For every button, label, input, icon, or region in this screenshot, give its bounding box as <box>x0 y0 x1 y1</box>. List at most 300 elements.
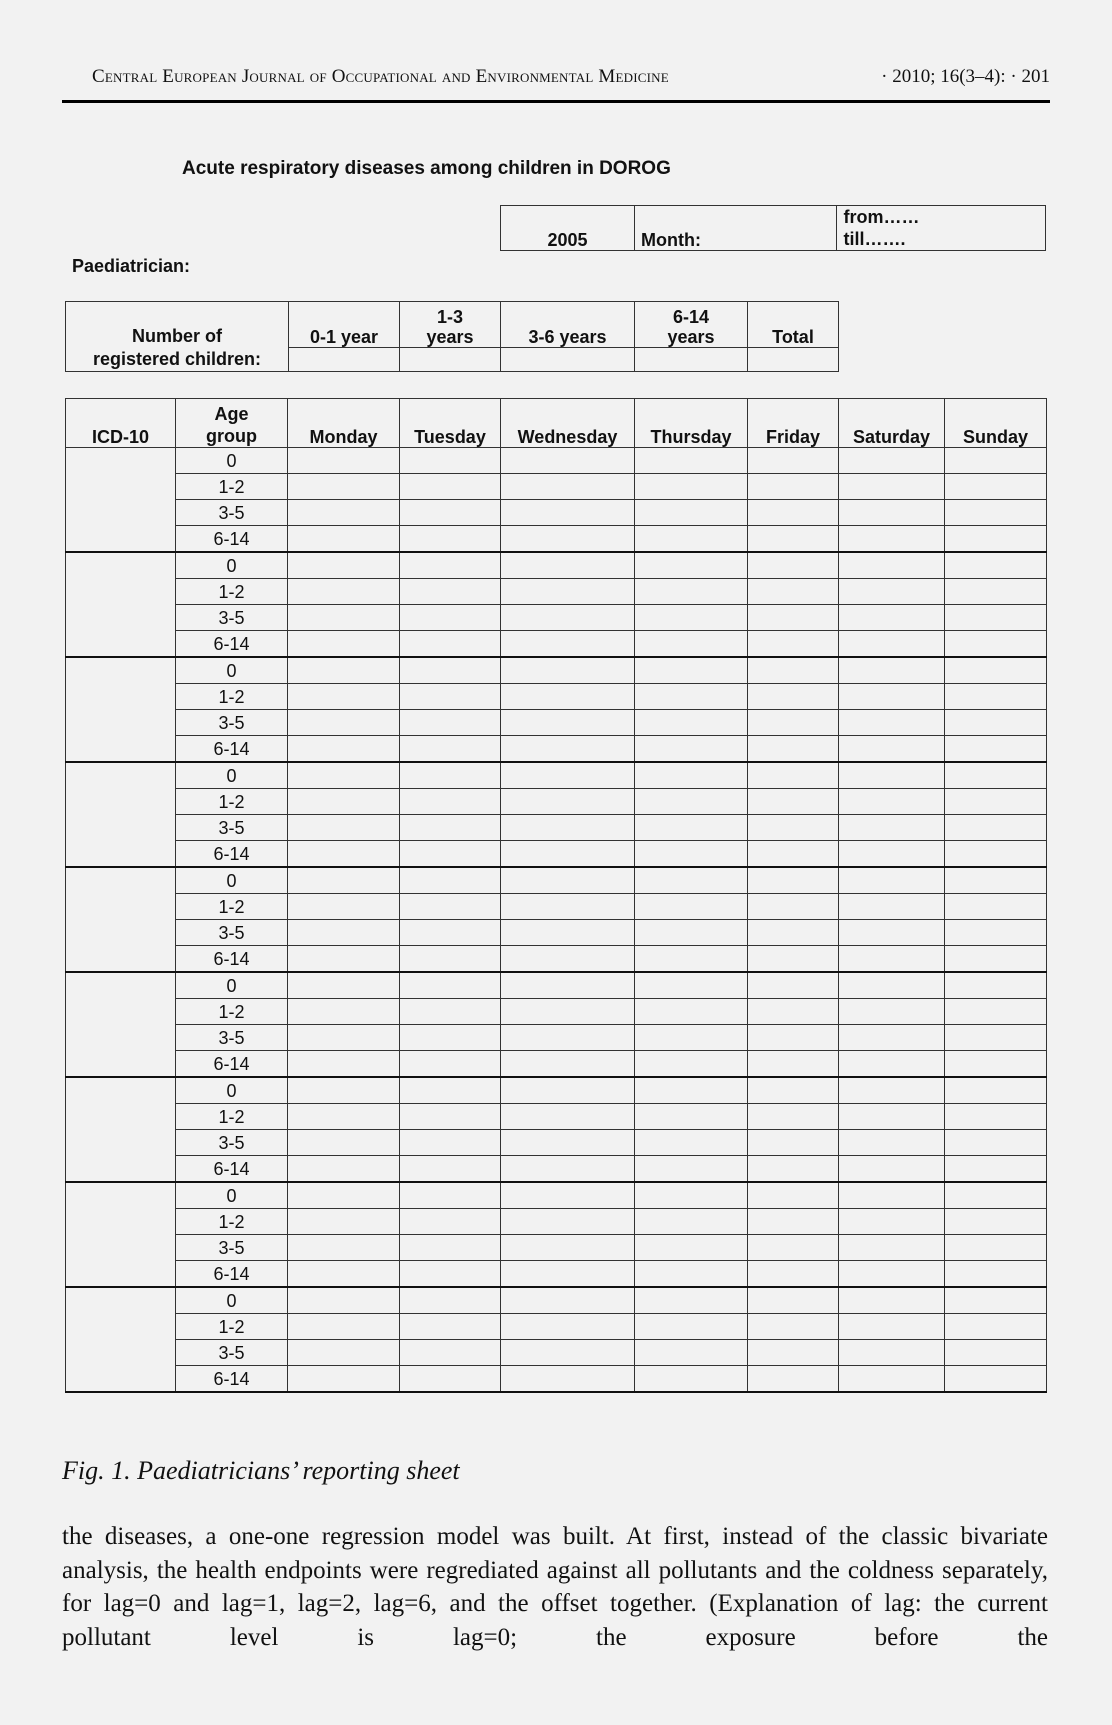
count-cell[interactable] <box>501 1025 635 1051</box>
form-title: Acute respiratory diseases among children in DOROG <box>182 158 671 179</box>
count-cell[interactable] <box>400 789 501 815</box>
count-cell[interactable] <box>288 684 400 710</box>
count-cell[interactable] <box>288 552 400 579</box>
count-cell[interactable] <box>288 789 400 815</box>
count-cell[interactable] <box>501 657 635 684</box>
count-cell[interactable] <box>501 1156 635 1183</box>
count-cell[interactable] <box>635 894 748 920</box>
count-cell[interactable] <box>635 1209 748 1235</box>
count-cell[interactable] <box>945 710 1047 736</box>
icd-code-cell[interactable] <box>66 1287 176 1392</box>
count-cell[interactable] <box>400 710 501 736</box>
count-cell[interactable] <box>748 1182 839 1209</box>
count-cell[interactable] <box>839 1314 945 1340</box>
age-group-cell: 3-5 <box>176 1340 288 1366</box>
count-cell[interactable] <box>748 631 839 658</box>
count-cell[interactable] <box>945 1130 1047 1156</box>
count-cell[interactable] <box>945 1182 1047 1209</box>
count-cell[interactable] <box>635 526 748 553</box>
count-cell[interactable] <box>635 815 748 841</box>
table-row <box>66 1261 1047 1288</box>
table-row <box>66 815 1047 841</box>
count-cell[interactable] <box>945 789 1047 815</box>
figure-caption: Fig. 1. Paediatricians’ reporting sheet <box>62 1456 460 1485</box>
count-cell[interactable] <box>748 526 839 553</box>
count-cell[interactable] <box>945 1366 1047 1393</box>
count-cell[interactable] <box>748 736 839 763</box>
count-cell[interactable] <box>945 1104 1047 1130</box>
registered-label-line1: Number of <box>132 326 222 346</box>
count-cell[interactable] <box>501 1235 635 1261</box>
count-cell[interactable] <box>945 894 1047 920</box>
age-group-cell: 1-2 <box>176 789 288 815</box>
count-cell[interactable] <box>839 920 945 946</box>
count-cell[interactable] <box>839 1025 945 1051</box>
count-cell[interactable] <box>400 631 501 658</box>
count-cell[interactable] <box>501 448 635 474</box>
count-cell[interactable] <box>748 972 839 999</box>
count-cell[interactable] <box>635 710 748 736</box>
count-cell[interactable] <box>839 946 945 973</box>
count-cell[interactable] <box>400 1025 501 1051</box>
count-cell[interactable] <box>839 1104 945 1130</box>
age-group-cell: 3-5 <box>176 920 288 946</box>
count-cell[interactable] <box>839 841 945 868</box>
count-cell[interactable] <box>635 1340 748 1366</box>
count-cell[interactable] <box>748 920 839 946</box>
count-cell[interactable] <box>400 946 501 973</box>
count-cell[interactable] <box>288 736 400 763</box>
count-cell[interactable] <box>501 841 635 868</box>
count-cell[interactable] <box>945 1156 1047 1183</box>
count-cell[interactable] <box>945 972 1047 999</box>
count-cell[interactable] <box>635 631 748 658</box>
count-cell[interactable] <box>288 999 400 1025</box>
count-cell[interactable] <box>945 1287 1047 1314</box>
till-label: till……. <box>843 229 906 249</box>
count-cell[interactable] <box>400 1261 501 1288</box>
count-cell[interactable] <box>501 710 635 736</box>
count-cell[interactable] <box>945 999 1047 1025</box>
count-cell[interactable] <box>501 867 635 894</box>
count-cell[interactable] <box>501 552 635 579</box>
input-cell[interactable] <box>501 348 635 372</box>
count-cell[interactable] <box>839 1287 945 1314</box>
running-header <box>62 66 1050 103</box>
table-row <box>66 1209 1047 1235</box>
count-cell[interactable] <box>839 867 945 894</box>
period-table <box>500 205 1046 251</box>
count-cell[interactable] <box>288 894 400 920</box>
count-cell[interactable] <box>635 972 748 999</box>
count-cell[interactable] <box>945 1077 1047 1104</box>
count-cell[interactable] <box>288 1314 400 1340</box>
count-cell[interactable] <box>945 448 1047 474</box>
body-paragraph: the diseases, a one-one regression model was built. At first, instead of the classic bivariate analysis, the health endpoints were regrediated against all pollutants and the coldness separately, for lag=0 and lag=1, lag=2, lag=6, and the offset together. (Explanation of lag: the current pollutant level is lag=0; the exposure before the <box>62 1523 1048 1651</box>
age-group-cell: 1-2 <box>176 894 288 920</box>
count-cell[interactable] <box>288 920 400 946</box>
count-cell[interactable] <box>288 710 400 736</box>
count-cell[interactable] <box>288 1156 400 1183</box>
count-cell[interactable] <box>501 1287 635 1314</box>
count-cell[interactable] <box>400 1366 501 1393</box>
count-cell[interactable] <box>945 684 1047 710</box>
count-cell[interactable] <box>288 841 400 868</box>
count-cell[interactable] <box>635 1182 748 1209</box>
count-cell[interactable] <box>501 920 635 946</box>
count-cell[interactable] <box>501 526 635 553</box>
count-cell[interactable] <box>288 972 400 999</box>
count-cell[interactable] <box>400 841 501 868</box>
count-cell[interactable] <box>748 474 839 500</box>
count-cell[interactable] <box>945 1261 1047 1288</box>
count-cell[interactable] <box>748 1366 839 1393</box>
count-cell[interactable] <box>288 1104 400 1130</box>
count-cell[interactable] <box>635 1104 748 1130</box>
count-cell[interactable] <box>288 946 400 973</box>
input-cell[interactable] <box>400 348 501 372</box>
count-cell[interactable] <box>501 789 635 815</box>
count-cell[interactable] <box>945 920 1047 946</box>
count-cell[interactable] <box>635 500 748 526</box>
count-cell[interactable] <box>400 605 501 631</box>
count-cell[interactable] <box>945 605 1047 631</box>
count-cell[interactable] <box>400 500 501 526</box>
count-cell[interactable] <box>288 1025 400 1051</box>
count-cell[interactable] <box>945 1051 1047 1078</box>
count-cell[interactable] <box>635 474 748 500</box>
count-cell[interactable] <box>400 1314 501 1340</box>
count-cell[interactable] <box>288 1051 400 1078</box>
count-cell[interactable] <box>945 867 1047 894</box>
count-cell[interactable] <box>501 631 635 658</box>
icd-code-cell[interactable] <box>66 552 176 657</box>
count-cell[interactable] <box>400 736 501 763</box>
count-cell[interactable] <box>945 1314 1047 1340</box>
count-cell[interactable] <box>839 736 945 763</box>
count-cell[interactable] <box>635 999 748 1025</box>
input-cell[interactable] <box>748 348 839 372</box>
icd-code-cell[interactable] <box>66 762 176 867</box>
count-cell[interactable] <box>400 867 501 894</box>
table-row <box>66 710 1047 736</box>
count-cell[interactable] <box>288 474 400 500</box>
count-cell[interactable] <box>501 684 635 710</box>
count-cell[interactable] <box>748 1287 839 1314</box>
table-row <box>66 1235 1047 1261</box>
count-cell[interactable] <box>748 1025 839 1051</box>
icd-code-cell[interactable] <box>66 867 176 972</box>
count-cell[interactable] <box>748 684 839 710</box>
count-cell[interactable] <box>839 1209 945 1235</box>
count-cell[interactable] <box>288 1130 400 1156</box>
count-cell[interactable] <box>635 867 748 894</box>
col-0-1-year: 0-1 year <box>289 302 400 348</box>
count-cell[interactable] <box>400 999 501 1025</box>
count-cell[interactable] <box>501 946 635 973</box>
age-group-cell: 6-14 <box>176 946 288 973</box>
count-cell[interactable] <box>400 894 501 920</box>
count-cell[interactable] <box>839 815 945 841</box>
input-cell[interactable] <box>289 348 400 372</box>
count-cell[interactable] <box>400 1051 501 1078</box>
table-row <box>66 1025 1047 1051</box>
count-cell[interactable] <box>400 762 501 789</box>
day-header-saturday: Saturday <box>839 399 945 448</box>
icd-code-cell[interactable] <box>66 1077 176 1182</box>
count-cell[interactable] <box>748 1077 839 1104</box>
count-cell[interactable] <box>635 1261 748 1288</box>
count-cell[interactable] <box>635 1235 748 1261</box>
count-cell[interactable] <box>635 684 748 710</box>
count-cell[interactable] <box>501 1104 635 1130</box>
count-cell[interactable] <box>748 657 839 684</box>
count-cell[interactable] <box>839 526 945 553</box>
count-cell[interactable] <box>945 657 1047 684</box>
day-header-thursday: Thursday <box>635 399 748 448</box>
count-cell[interactable] <box>748 500 839 526</box>
count-cell[interactable] <box>501 736 635 763</box>
count-cell[interactable] <box>839 657 945 684</box>
count-cell[interactable] <box>400 657 501 684</box>
count-cell[interactable] <box>839 500 945 526</box>
table-row <box>66 867 1047 894</box>
count-cell[interactable] <box>400 1340 501 1366</box>
count-cell[interactable] <box>748 1314 839 1340</box>
icd-code-cell[interactable] <box>66 448 176 553</box>
count-cell[interactable] <box>635 605 748 631</box>
count-cell[interactable] <box>400 579 501 605</box>
count-cell[interactable] <box>839 1130 945 1156</box>
count-cell[interactable] <box>945 1235 1047 1261</box>
count-cell[interactable] <box>400 1156 501 1183</box>
count-cell[interactable] <box>288 1209 400 1235</box>
count-cell[interactable] <box>748 605 839 631</box>
count-cell[interactable] <box>501 1077 635 1104</box>
table-row <box>66 1287 1047 1314</box>
count-cell[interactable] <box>748 815 839 841</box>
count-cell[interactable] <box>748 789 839 815</box>
count-cell[interactable] <box>501 815 635 841</box>
count-cell[interactable] <box>748 1156 839 1183</box>
count-cell[interactable] <box>288 579 400 605</box>
icd-header: ICD-10 <box>66 399 176 448</box>
count-cell[interactable] <box>748 552 839 579</box>
count-cell[interactable] <box>748 1104 839 1130</box>
count-cell[interactable] <box>288 657 400 684</box>
count-cell[interactable] <box>748 1235 839 1261</box>
input-cell[interactable] <box>635 348 748 372</box>
count-cell[interactable] <box>839 710 945 736</box>
count-cell[interactable] <box>635 841 748 868</box>
count-cell[interactable] <box>501 474 635 500</box>
count-cell[interactable] <box>288 815 400 841</box>
count-cell[interactable] <box>748 946 839 973</box>
count-cell[interactable] <box>501 1209 635 1235</box>
count-cell[interactable] <box>288 605 400 631</box>
count-cell[interactable] <box>635 1051 748 1078</box>
count-cell[interactable] <box>748 762 839 789</box>
count-cell[interactable] <box>501 605 635 631</box>
count-cell[interactable] <box>839 1235 945 1261</box>
count-cell[interactable] <box>501 972 635 999</box>
count-cell[interactable] <box>748 579 839 605</box>
count-cell[interactable] <box>945 1025 1047 1051</box>
count-cell[interactable] <box>748 448 839 474</box>
count-cell[interactable] <box>945 762 1047 789</box>
registered-children-label <box>66 302 289 372</box>
count-cell[interactable] <box>400 972 501 999</box>
count-cell[interactable] <box>839 684 945 710</box>
count-cell[interactable] <box>501 762 635 789</box>
table-row <box>66 762 1047 789</box>
count-cell[interactable] <box>635 1025 748 1051</box>
count-cell[interactable] <box>288 1261 400 1288</box>
count-cell[interactable] <box>288 1340 400 1366</box>
count-cell[interactable] <box>288 500 400 526</box>
count-cell[interactable] <box>501 1314 635 1340</box>
table-row <box>66 579 1047 605</box>
count-cell[interactable] <box>748 1209 839 1235</box>
count-cell[interactable] <box>400 526 501 553</box>
icd-code-cell[interactable] <box>66 972 176 1077</box>
count-cell[interactable] <box>945 631 1047 658</box>
count-cell[interactable] <box>400 1209 501 1235</box>
count-cell[interactable] <box>501 579 635 605</box>
count-cell[interactable] <box>748 1130 839 1156</box>
count-cell[interactable] <box>501 1340 635 1366</box>
count-cell[interactable] <box>839 1340 945 1366</box>
count-cell[interactable] <box>501 999 635 1025</box>
count-cell[interactable] <box>945 579 1047 605</box>
count-cell[interactable] <box>400 1235 501 1261</box>
count-cell[interactable] <box>839 1077 945 1104</box>
count-cell[interactable] <box>635 448 748 474</box>
count-cell[interactable] <box>400 920 501 946</box>
count-cell[interactable] <box>839 631 945 658</box>
count-cell[interactable] <box>635 920 748 946</box>
journal-name: Central European Journal of Occupational and Environmental Medicine <box>92 66 669 87</box>
count-cell[interactable] <box>501 500 635 526</box>
count-cell[interactable] <box>635 1077 748 1104</box>
count-cell[interactable] <box>945 526 1047 553</box>
count-cell[interactable] <box>945 552 1047 579</box>
count-cell[interactable] <box>400 815 501 841</box>
count-cell[interactable] <box>635 579 748 605</box>
count-cell[interactable] <box>288 1287 400 1314</box>
count-cell[interactable] <box>748 1340 839 1366</box>
table-row <box>66 1182 1047 1209</box>
count-cell[interactable] <box>839 474 945 500</box>
count-cell[interactable] <box>400 448 501 474</box>
count-cell[interactable] <box>748 867 839 894</box>
count-cell[interactable] <box>288 1077 400 1104</box>
count-cell[interactable] <box>748 710 839 736</box>
age-group-cell: 0 <box>176 1077 288 1104</box>
count-cell[interactable] <box>839 762 945 789</box>
age-group-cell: 1-2 <box>176 684 288 710</box>
count-cell[interactable] <box>635 552 748 579</box>
count-cell[interactable] <box>635 657 748 684</box>
count-cell[interactable] <box>748 1261 839 1288</box>
count-cell[interactable] <box>945 841 1047 868</box>
count-cell[interactable] <box>501 894 635 920</box>
count-cell[interactable] <box>400 1182 501 1209</box>
count-cell[interactable] <box>839 789 945 815</box>
count-cell[interactable] <box>839 1182 945 1209</box>
count-cell[interactable] <box>288 1235 400 1261</box>
count-cell[interactable] <box>839 448 945 474</box>
count-cell[interactable] <box>839 999 945 1025</box>
count-cell[interactable] <box>635 1130 748 1156</box>
count-cell[interactable] <box>635 1156 748 1183</box>
count-cell[interactable] <box>400 684 501 710</box>
count-cell[interactable] <box>288 526 400 553</box>
count-cell[interactable] <box>635 946 748 973</box>
count-cell[interactable] <box>945 1340 1047 1366</box>
count-cell[interactable] <box>839 1366 945 1393</box>
count-cell[interactable] <box>635 789 748 815</box>
count-cell[interactable] <box>635 736 748 763</box>
count-cell[interactable] <box>945 1209 1047 1235</box>
count-cell[interactable] <box>635 1287 748 1314</box>
count-cell[interactable] <box>839 552 945 579</box>
count-cell[interactable] <box>839 1051 945 1078</box>
count-cell[interactable] <box>945 474 1047 500</box>
day-header-sunday: Sunday <box>945 399 1047 448</box>
count-cell[interactable] <box>839 894 945 920</box>
count-cell[interactable] <box>839 605 945 631</box>
table-row <box>66 526 1047 553</box>
count-cell[interactable] <box>839 579 945 605</box>
count-cell[interactable] <box>400 474 501 500</box>
count-cell[interactable] <box>288 1182 400 1209</box>
count-cell[interactable] <box>748 841 839 868</box>
count-cell[interactable] <box>839 972 945 999</box>
icd-code-cell[interactable] <box>66 1182 176 1287</box>
count-cell[interactable] <box>288 762 400 789</box>
count-cell[interactable] <box>400 1287 501 1314</box>
count-cell[interactable] <box>635 1366 748 1393</box>
count-cell[interactable] <box>288 1366 400 1393</box>
count-cell[interactable] <box>839 1156 945 1183</box>
count-cell[interactable] <box>501 1261 635 1288</box>
count-cell[interactable] <box>945 815 1047 841</box>
count-cell[interactable] <box>288 867 400 894</box>
count-cell[interactable] <box>501 1130 635 1156</box>
count-cell[interactable] <box>288 631 400 658</box>
count-cell[interactable] <box>945 736 1047 763</box>
count-cell[interactable] <box>288 448 400 474</box>
count-cell[interactable] <box>400 1130 501 1156</box>
count-cell[interactable] <box>748 1051 839 1078</box>
age-group-cell: 3-5 <box>176 1025 288 1051</box>
count-cell[interactable] <box>748 999 839 1025</box>
count-cell[interactable] <box>945 500 1047 526</box>
count-cell[interactable] <box>635 1314 748 1340</box>
count-cell[interactable] <box>501 1051 635 1078</box>
count-cell[interactable] <box>501 1366 635 1393</box>
count-cell[interactable] <box>400 1104 501 1130</box>
count-cell[interactable] <box>501 1182 635 1209</box>
count-cell[interactable] <box>839 1261 945 1288</box>
count-cell[interactable] <box>945 946 1047 973</box>
count-cell[interactable] <box>635 762 748 789</box>
count-cell[interactable] <box>748 894 839 920</box>
icd-code-cell[interactable] <box>66 657 176 762</box>
count-cell[interactable] <box>400 552 501 579</box>
count-cell[interactable] <box>400 1077 501 1104</box>
